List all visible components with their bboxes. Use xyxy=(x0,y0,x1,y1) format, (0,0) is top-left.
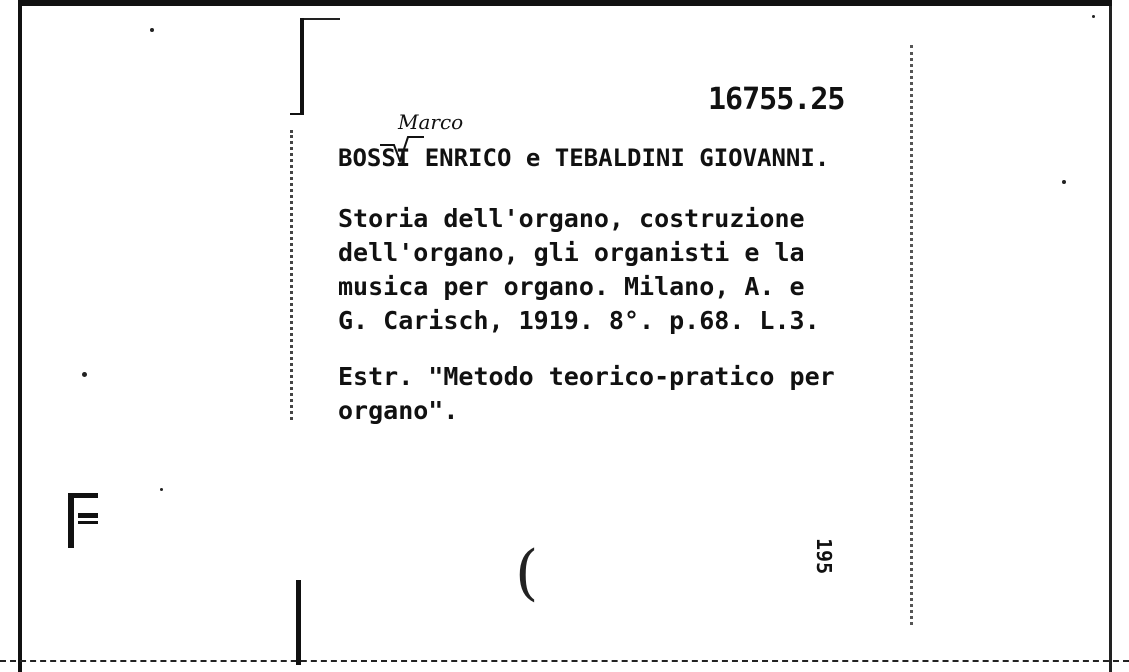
margin-tab-mark xyxy=(68,493,98,548)
right-margin-rule xyxy=(910,45,913,625)
author-heading xyxy=(338,144,829,172)
title-line: dell'organo, gli organisti e la xyxy=(338,238,805,267)
paren-mark: ( xyxy=(515,538,539,608)
note-line: Estr. "Metodo teorico-pratico per xyxy=(338,362,835,391)
bottom-edge-line xyxy=(0,660,1129,662)
title-line: Storia dell'organo, costruzione xyxy=(338,204,805,233)
author-rest: ENRICO e TEBALDINI GIOVANNI. xyxy=(424,144,830,172)
note-block xyxy=(338,360,835,428)
call-number: 16755.25 xyxy=(708,82,845,117)
bracket-mark xyxy=(290,18,304,115)
author-surname: BOSSI xyxy=(338,144,411,172)
handwritten-insert: Marco xyxy=(398,110,464,134)
side-number: 195 xyxy=(812,538,836,575)
title-line: musica per organo. Milano, A. e xyxy=(338,272,805,301)
left-margin-rule xyxy=(290,130,293,420)
speck xyxy=(1092,15,1095,18)
title-line: G. Carisch, 1919. 8°. p.68. L.3. xyxy=(338,306,820,335)
speck xyxy=(150,28,154,32)
top-edge-line xyxy=(22,0,1112,6)
speck xyxy=(1062,180,1066,184)
speck xyxy=(160,488,163,491)
title-block xyxy=(338,202,820,338)
bracket-top-line xyxy=(302,18,340,20)
left-margin-bar xyxy=(296,580,301,665)
speck xyxy=(82,372,87,377)
note-line: organo". xyxy=(338,396,459,425)
